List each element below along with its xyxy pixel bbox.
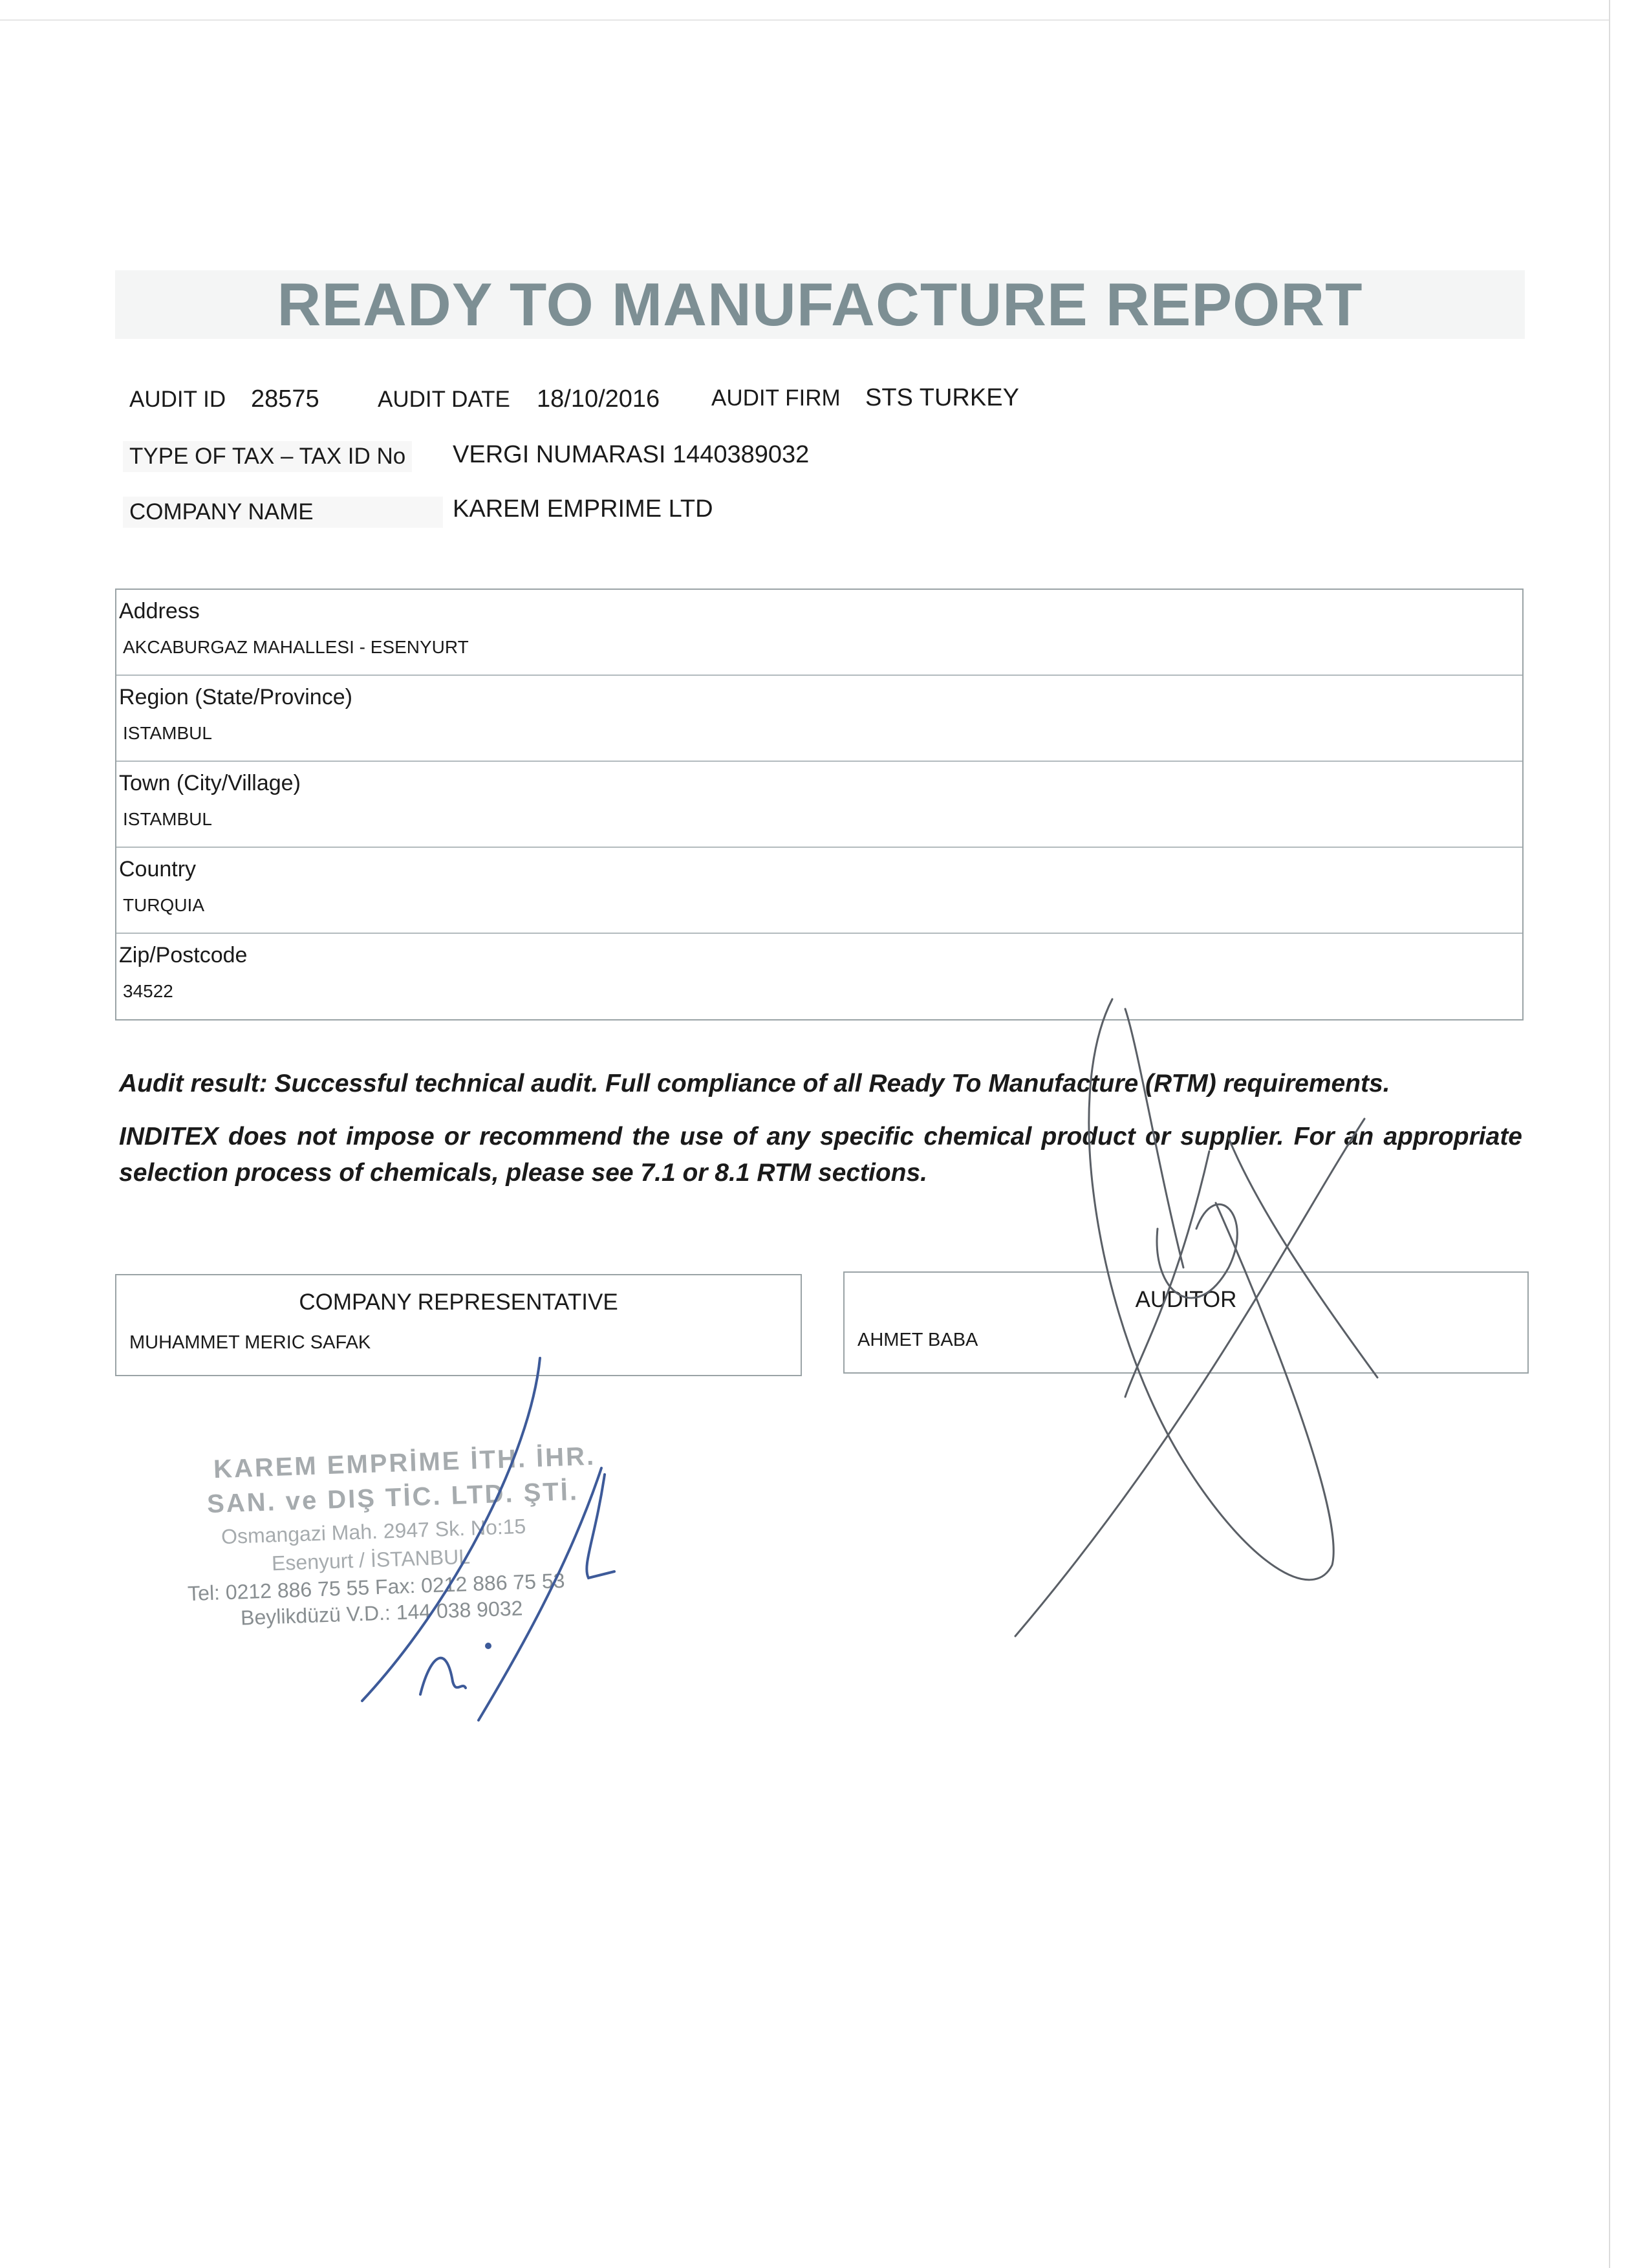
auditor-label: AUDITOR	[1135, 1287, 1237, 1312]
stamp-line: SAN. ve DIŞ TİC. LTD. ŞTİ.	[206, 1476, 579, 1519]
company-representative-label: COMPANY REPRESENTATIVE	[299, 1290, 618, 1315]
audit-firm-value: STS TURKEY	[865, 384, 1019, 411]
audit-id-value: 28575	[251, 385, 319, 413]
stamp-line: Esenyurt / İSTANBUL	[271, 1544, 471, 1575]
zip-label: Zip/Postcode	[119, 943, 248, 967]
address-value: AKCABURGAZ MAHALLESI - ESENYURT	[123, 637, 469, 657]
stamp-line: KAREM EMPRİME İTH. İHR.	[213, 1442, 596, 1484]
audit-date-value: 18/10/2016	[537, 385, 660, 413]
address-label: Address	[119, 599, 200, 623]
country-value: TURQUIA	[123, 895, 204, 915]
region-value: ISTAMBUL	[123, 723, 212, 743]
report-title: READY TO MANUFACTURE REPORT	[277, 270, 1363, 338]
company-representative-signature	[362, 1358, 614, 1720]
region-label: Region (State/Province)	[119, 685, 352, 709]
town-value: ISTAMBUL	[123, 809, 212, 829]
tax-value: VERGI NUMARASI 1440389032	[453, 441, 810, 468]
audit-id-label: AUDIT ID	[129, 387, 226, 412]
stamp-line: Beylikdüzü V.D.: 144 038 9032	[240, 1596, 523, 1630]
audit-result-statement: Audit result: Successful technical audit. Full compliance of all Ready To Manufacture (RTM) requirements.	[119, 1070, 1390, 1097]
company-name-value: KAREM EMPRIME LTD	[453, 495, 713, 523]
tax-label: TYPE OF TAX – TAX ID No	[123, 441, 412, 472]
town-label: Town (City/Village)	[119, 771, 301, 795]
company-name-label: COMPANY NAME	[123, 497, 443, 528]
company-representative-name: MUHAMMET MERIC SAFAK	[129, 1332, 371, 1353]
audit-firm-label: AUDIT FIRM	[711, 385, 841, 411]
stamp-line: Tel: 0212 886 75 55 Fax: 0212 886 75 53	[187, 1568, 566, 1606]
auditor-name: AHMET BABA	[857, 1330, 978, 1350]
country-label: Country	[119, 857, 197, 881]
auditor-signature	[1015, 999, 1377, 1636]
zip-value: 34522	[123, 981, 173, 1001]
stamp-line: Osmangazi Mah. 2947 Sk. No:15	[221, 1514, 526, 1549]
audit-date-label: AUDIT DATE	[378, 387, 510, 412]
inditex-disclaimer: INDITEX does not impose or recommend the use of any specific chemical product or supplier. For an appropriate selection process of chemicals, please see 7.1 or 8.1 RTM sections.	[119, 1123, 1522, 1187]
